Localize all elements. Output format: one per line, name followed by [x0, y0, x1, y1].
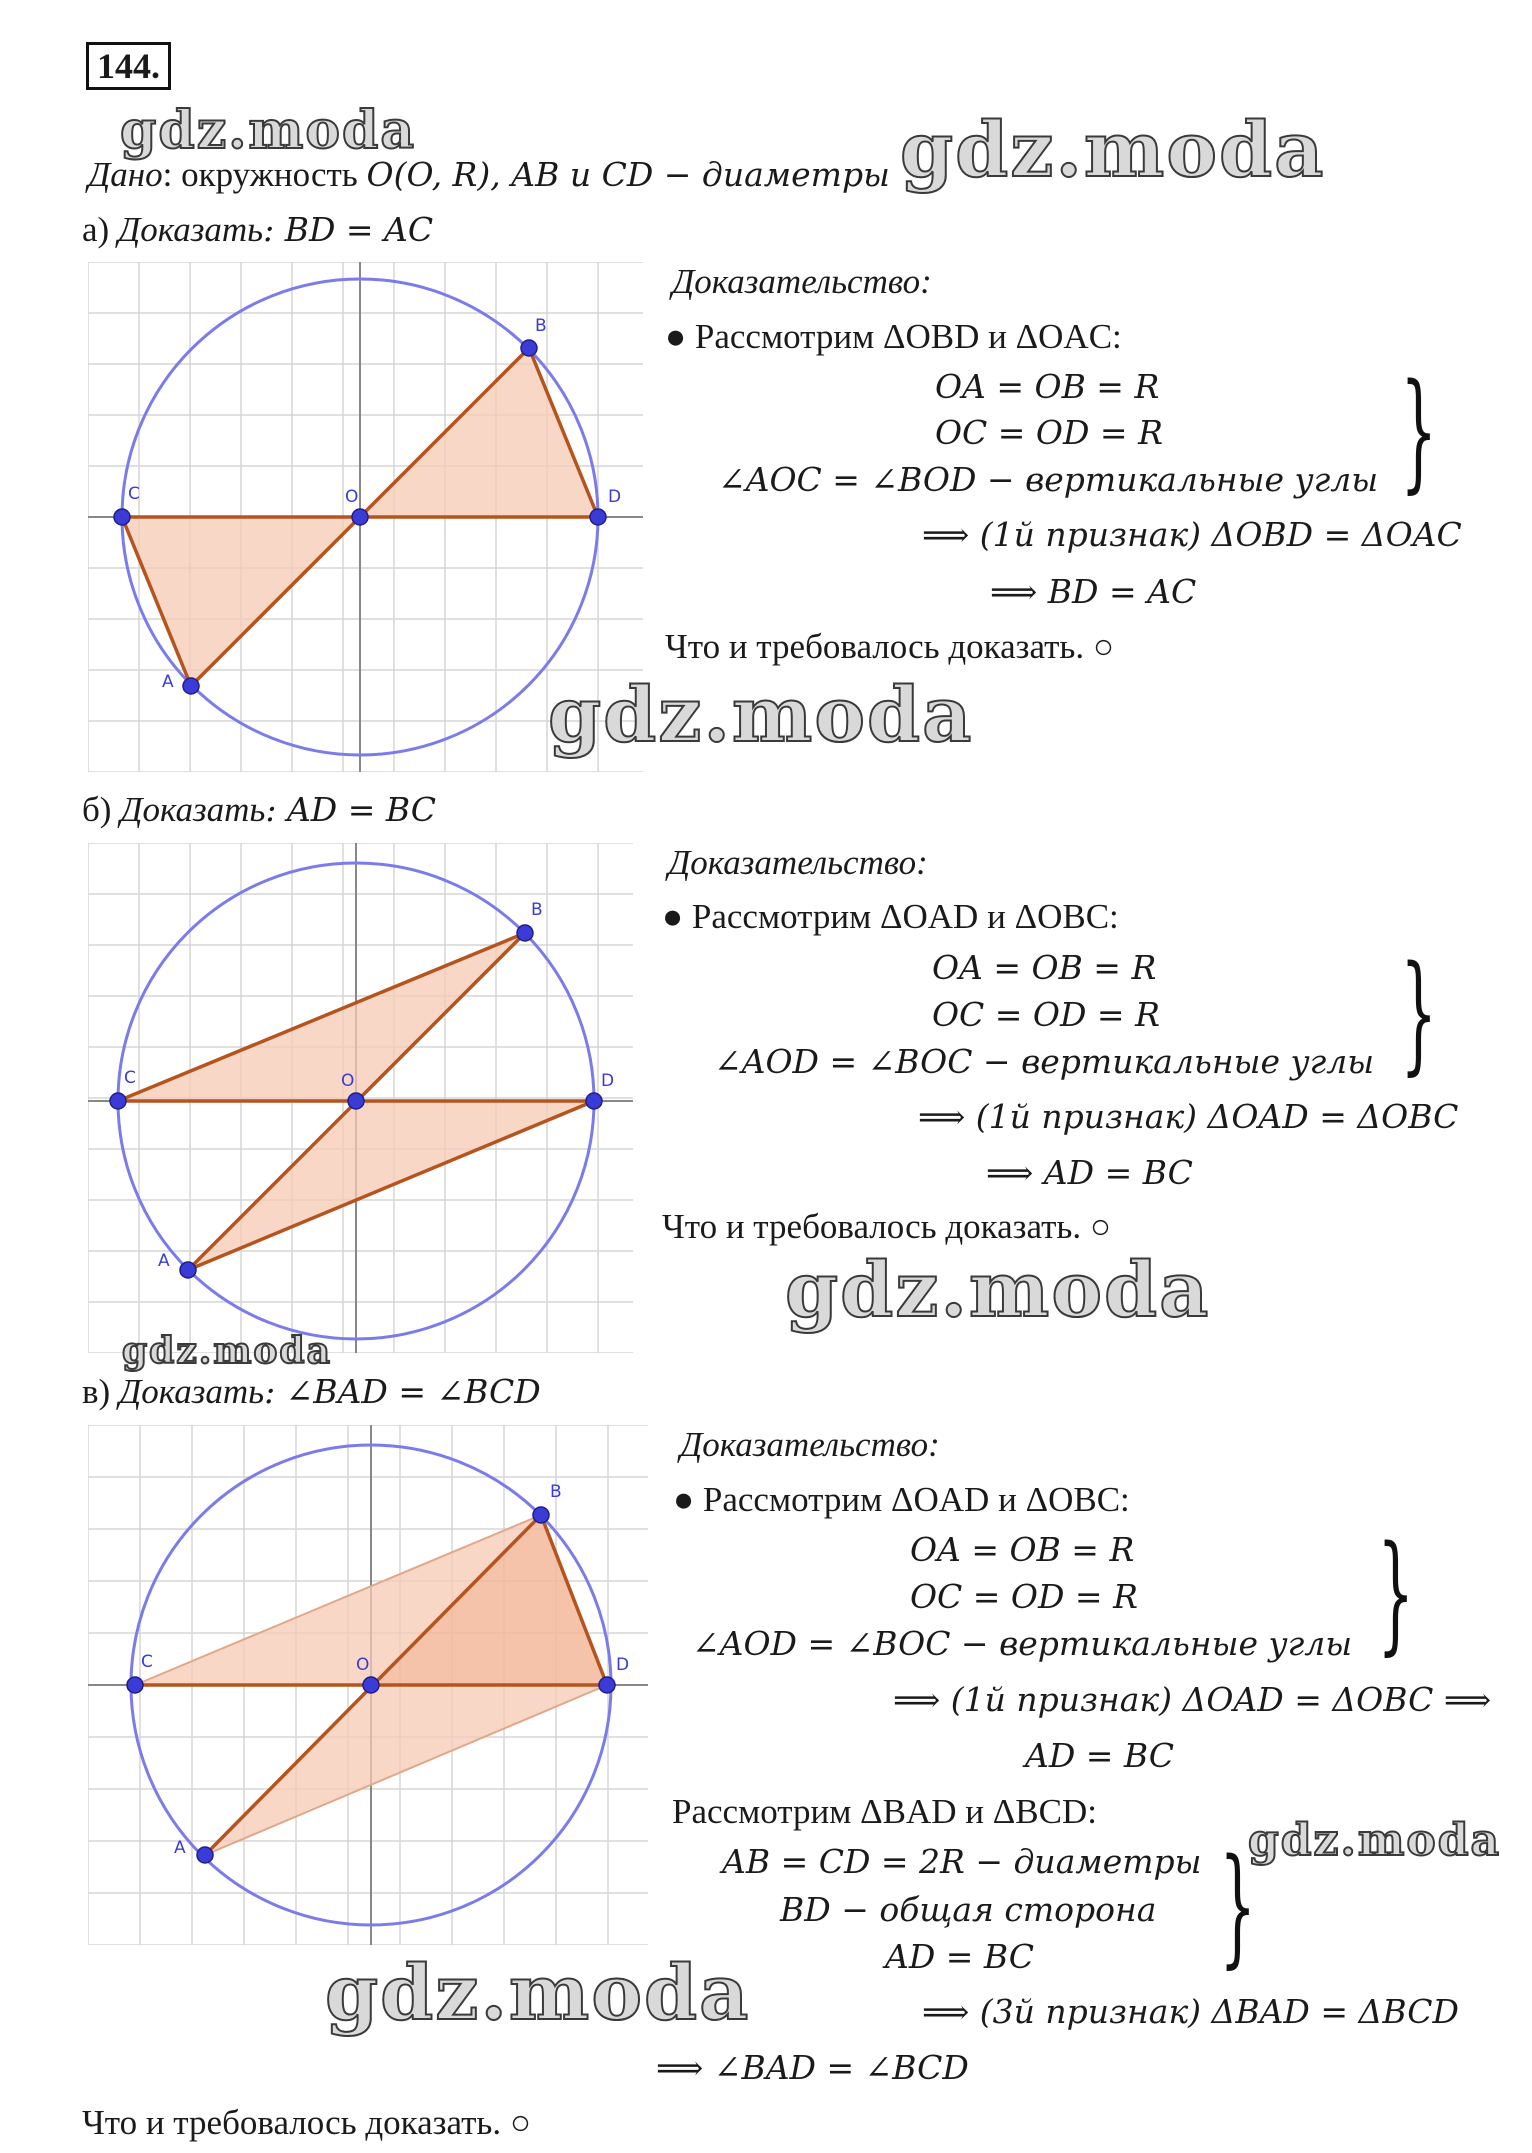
part-a-prove-expr: : BD = AC	[263, 210, 434, 249]
part-b-letter: б)	[82, 790, 112, 829]
part-v-line2-2: BD − общая сторона	[780, 1890, 1157, 1929]
label-d-v: D	[616, 1655, 630, 1675]
point-a-b	[180, 1262, 196, 1278]
part-v-letter: в)	[82, 1372, 111, 1411]
point-c-v	[127, 1677, 143, 1693]
part-v-prove-label: Доказать	[118, 1372, 265, 1411]
part-v-line-2: OC = OD = R	[910, 1577, 1138, 1616]
part-v-consider-2: Рассмотрим ΔBAD и ΔBCD:	[672, 1792, 1097, 1831]
part-a-letter: а)	[82, 210, 110, 249]
point-d-v	[599, 1677, 615, 1693]
part-a-line-3: ∠AOC = ∠BOD − вертикальные углы	[718, 460, 1379, 499]
watermark-1: gdz.moda	[120, 100, 417, 161]
label-a-v: A	[174, 1838, 186, 1858]
part-b-proof-title: Доказательство:	[668, 843, 928, 882]
label-c: C	[128, 484, 140, 504]
part-b-qed: Что и требовалось доказать. ○	[662, 1207, 1112, 1246]
brace-v-2: }	[1219, 1832, 1257, 1981]
label-b: B	[535, 316, 547, 336]
watermark-4: gdz.moda	[785, 1245, 1211, 1334]
part-v-conclusion-2: AD = BC	[1025, 1736, 1175, 1775]
point-o-b	[348, 1093, 364, 1109]
given-text: : окружность	[162, 155, 367, 194]
point-a-v	[197, 1847, 213, 1863]
label-c-v: C	[141, 1652, 153, 1672]
point-a	[183, 678, 199, 694]
label-c-b: C	[124, 1068, 136, 1088]
figure-b	[88, 843, 633, 1353]
part-v-heading	[82, 1372, 541, 1412]
part-a-conclusion-1: ⟹ (1й признак) ΔOBD = ΔOAC	[922, 515, 1462, 554]
part-b-line-1: OA = OB = R	[932, 948, 1157, 987]
part-v-proof-title: Доказательство:	[680, 1425, 940, 1464]
problem-number: 144.	[86, 42, 171, 90]
part-b-consider: ● Рассмотрим ΔOAD и ΔOBC:	[662, 897, 1119, 936]
label-a: A	[162, 672, 174, 692]
part-b-line-3: ∠AOD = ∠BOC − вертикальные углы	[714, 1042, 1375, 1081]
part-v-conclusion2-2: ⟹ ∠BAD = ∠BCD	[656, 2048, 969, 2087]
brace-v-1: }	[1377, 1519, 1415, 1668]
part-v-prove-expr: : ∠BAD = ∠BCD	[264, 1372, 541, 1411]
part-v-consider: ● Рассмотрим ΔOAD и ΔOBC:	[673, 1480, 1130, 1519]
point-b-v	[533, 1507, 549, 1523]
part-v-conclusion2-1: ⟹ (3й признак) ΔBAD = ΔBCD	[922, 1992, 1459, 2031]
label-o-v: O	[356, 1655, 370, 1675]
watermark-3: gdz.moda	[548, 670, 974, 759]
figure-v	[88, 1425, 648, 1945]
part-v-line-1: OA = OB = R	[910, 1530, 1135, 1569]
brace-a: }	[1400, 357, 1438, 506]
watermark-6: gdz.moda	[1248, 1815, 1502, 1866]
point-d-b	[586, 1093, 602, 1109]
part-b-prove-expr: : AD = BC	[265, 790, 436, 829]
label-b-v: B	[550, 1482, 562, 1502]
point-b-b	[517, 925, 533, 941]
point-c-b	[110, 1093, 126, 1109]
point-o	[352, 509, 368, 525]
part-a-prove-label: Доказать	[117, 210, 264, 249]
part-b-conclusion-1: ⟹ (1й признак) ΔOAD = ΔOBC	[918, 1097, 1459, 1136]
label-o-b: O	[341, 1071, 355, 1091]
watermark-7: gdz.moda	[325, 1948, 751, 2037]
part-a-heading	[82, 210, 433, 250]
part-a-consider: ● Рассмотрим ΔOBD и ΔOAC:	[665, 317, 1122, 356]
given-line	[88, 155, 890, 195]
part-a-proof-title: Доказательство:	[672, 262, 932, 301]
part-a-line-2: OC = OD = R	[935, 413, 1163, 452]
watermark-2: gdz.moda	[900, 105, 1326, 194]
part-v-qed: Что и требовалось доказать. ○	[82, 2103, 532, 2142]
label-d-b: D	[601, 1071, 615, 1091]
watermark-5: gdz.moda	[122, 1330, 332, 1372]
point-c	[114, 509, 130, 525]
brace-b: }	[1400, 939, 1438, 1088]
part-v-line2-3: AD = BC	[885, 1937, 1035, 1976]
label-b-b: B	[531, 900, 543, 920]
label-o: O	[345, 487, 359, 507]
part-a-conclusion-2: ⟹ BD = AC	[990, 572, 1197, 611]
part-a-line-1: OA = OB = R	[935, 367, 1160, 406]
label-a-b: A	[158, 1251, 170, 1271]
part-b-prove-label: Доказать	[120, 790, 266, 829]
label-d: D	[608, 487, 622, 507]
point-b	[521, 340, 537, 356]
part-b-conclusion-2: ⟹ AD = BC	[986, 1153, 1193, 1192]
part-v-line-3: ∠AOD = ∠BOC − вертикальные углы	[692, 1624, 1353, 1663]
part-b-heading	[82, 790, 436, 830]
point-d	[590, 509, 606, 525]
given-math: O(O, R), AB и CD − диаметры	[366, 155, 890, 194]
given-label: Дано	[88, 155, 163, 194]
part-v-line2-1: AB = CD = 2R − диаметры	[722, 1842, 1202, 1881]
part-b-line-2: OC = OD = R	[932, 995, 1160, 1034]
part-a-qed: Что и требовалось доказать. ○	[665, 627, 1115, 666]
part-v-conclusion-1: ⟹ (1й признак) ΔOAD = ΔOBC ⟹	[893, 1680, 1492, 1719]
point-o-v	[363, 1677, 379, 1693]
